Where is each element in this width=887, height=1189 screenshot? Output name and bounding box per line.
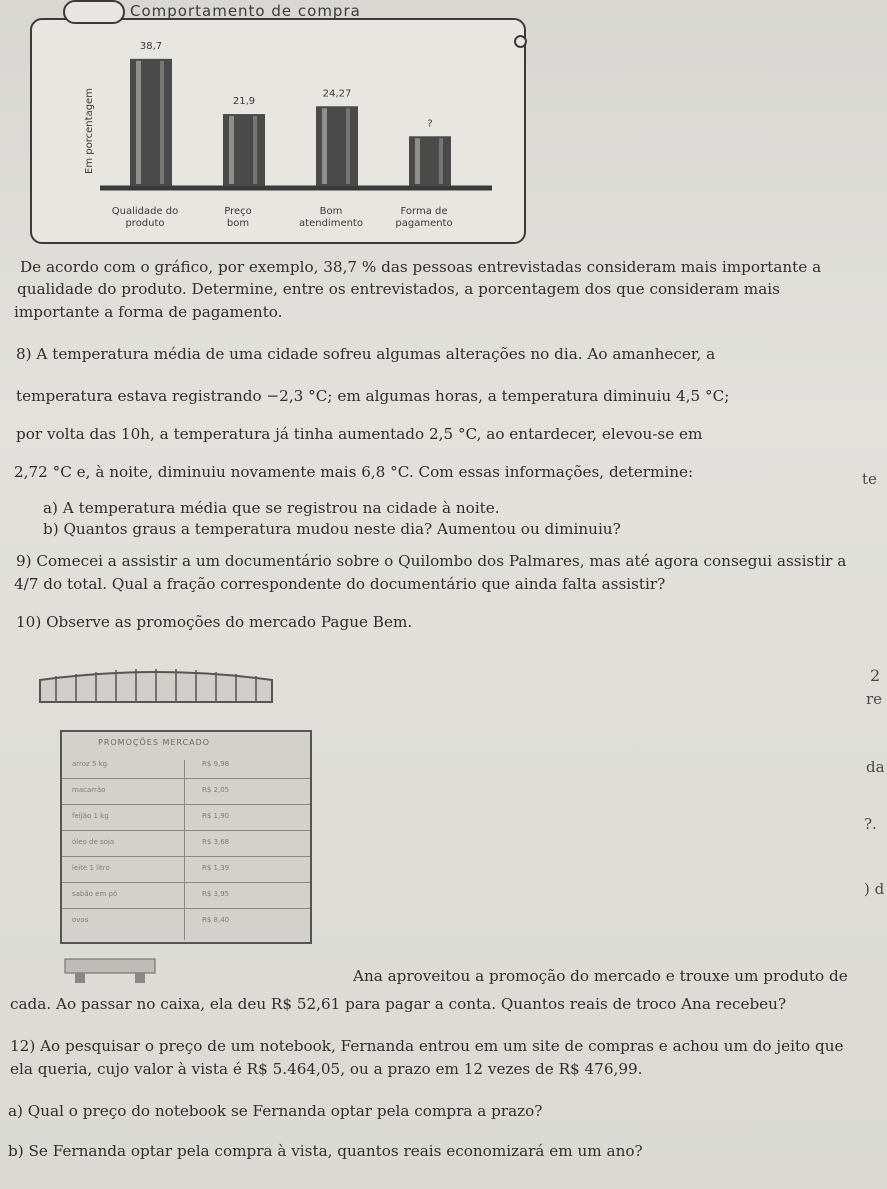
- tick-label: pagamento: [395, 218, 453, 229]
- margin-fragment: te: [862, 470, 877, 488]
- promo-row: [62, 884, 310, 909]
- tick-label: Bom: [319, 206, 343, 217]
- margin-fragment: ?.: [864, 815, 877, 833]
- bar-highlight: [136, 61, 141, 184]
- text-line: por volta das 10h, a temperatura já tinha aumentado 2,5 °C, ao entardecer, elevou-se em: [16, 425, 703, 443]
- text-line: De acordo com o gráfico, por exemplo, 38,7 % das pessoas entrevistadas consideram mais importante a: [20, 258, 822, 276]
- y-axis-label: Em porcentagem: [84, 88, 95, 174]
- bar-highlight: [160, 61, 164, 184]
- bar-highlight: [415, 138, 420, 184]
- tick-label: Preço: [224, 206, 252, 217]
- data-label: 21,9: [232, 96, 256, 108]
- text-line: ela queria, cujo valor à vista é R$ 5.464,05, ou a prazo em 12 vezes de R$ 476,99.: [10, 1060, 643, 1078]
- question-9: 9) Comecei a assistir a um documentário sobre o Quilombo dos Palmares, mas até agora consegui assistir a: [16, 552, 847, 570]
- margin-fragment: 2: [870, 666, 881, 685]
- promo-row: [62, 754, 310, 779]
- text-line: temperatura estava registrando −2,3 °C; em algumas horas, a temperatura diminuiu 4,5 °C;: [16, 387, 730, 405]
- data-label: 24,27: [322, 88, 352, 100]
- text-line: 2,72 °C e, à noite, diminuiu novamente mais 6,8 °C. Com essas informações, determine:: [14, 463, 694, 481]
- promo-item-name: leite 1 litro: [72, 864, 110, 872]
- promo-row: [62, 806, 310, 831]
- question-8: 8) A temperatura média de uma cidade sofreu algumas alterações no dia. Ao amanhecer, a: [16, 345, 716, 363]
- bar-chart: [30, 18, 522, 240]
- promo-item-name: óleo de soja: [72, 838, 115, 846]
- tick-label: Forma de: [400, 206, 448, 217]
- promo-item-name: arroz 5 kg: [72, 760, 108, 768]
- text-line: importante a forma de pagamento.: [14, 303, 283, 321]
- question-10: 10) Observe as promoções do mercado Pague Bem.: [16, 613, 413, 631]
- promo-item-price: R$ 3,95: [202, 890, 230, 898]
- promo-item-price: R$ 9,98: [202, 760, 230, 768]
- promo-row: [62, 910, 310, 934]
- market-awning-icon: [36, 662, 276, 704]
- margin-fragment: ) d: [864, 880, 885, 898]
- question-8b: b) Quantos graus a temperatura mudou neste dia? Aumentou ou diminuiu?: [43, 520, 621, 538]
- promo-row: [62, 858, 310, 883]
- promo-item-name: feijão 1 kg: [72, 812, 109, 820]
- question-12: 12) Ao pesquisar o preço de um notebook, Fernanda entrou em um site de compras e achou um do jeito que: [10, 1037, 844, 1055]
- promo-item-price: R$ 3,68: [202, 838, 230, 846]
- bar-highlight: [229, 116, 234, 184]
- text-line: cada. Ao passar no caixa, ela deu R$ 52,61 para pagar a conta. Quantos reais de troco Ana recebeu?: [10, 995, 787, 1013]
- bar-highlight: [346, 108, 350, 184]
- promo-item-name: sabão em pó: [72, 890, 118, 898]
- tick-label: Qualidade do: [111, 206, 179, 217]
- tick-label: produto: [125, 218, 165, 229]
- bar-highlight: [439, 138, 443, 184]
- text-line: Ana aproveitou a promoção do mercado e trouxe um produto de: [353, 967, 848, 985]
- promo-item-price: R$ 8,40: [202, 916, 230, 924]
- data-label: ?: [427, 118, 433, 130]
- text-line: qualidade do produto. Determine, entre os entrevistados, a porcentagem dos que consideram mais: [17, 280, 780, 298]
- margin-fragment: da: [866, 758, 885, 776]
- promo-item-name: ovos: [72, 916, 89, 924]
- tick-label: atendimento: [299, 218, 363, 229]
- promo-item-price: R$ 2,05: [202, 786, 230, 794]
- bar-highlight: [322, 108, 327, 184]
- chart-title: Comportamento de compra: [130, 2, 361, 20]
- question-12b: b) Se Fernanda optar pela compra à vista, quantos reais economizará em um ano?: [8, 1142, 643, 1160]
- promo-item-price: R$ 1,90: [202, 812, 230, 820]
- text-line: 4/7 do total. Qual a fração correspondente do documentário que ainda falta assistir?: [14, 575, 666, 593]
- promo-row: [62, 780, 310, 805]
- promo-title: PROMOÇÕES MERCADO: [98, 738, 211, 747]
- promo-item-price: R$ 1,39: [202, 864, 230, 872]
- question-8a: a) A temperatura média que se registrou na cidade à noite.: [43, 499, 500, 517]
- bar-highlight: [253, 116, 257, 184]
- margin-fragment: re: [866, 690, 883, 708]
- promo-item-name: macarrão: [72, 786, 106, 794]
- promo-row: [62, 832, 310, 857]
- data-label: 38,7: [139, 40, 163, 52]
- board-stand-icon: [55, 955, 315, 985]
- question-12a: a) Qual o preço do notebook se Fernanda optar pela compra a prazo?: [8, 1102, 543, 1120]
- promo-board: [60, 730, 312, 944]
- tick-label: bom: [226, 218, 250, 229]
